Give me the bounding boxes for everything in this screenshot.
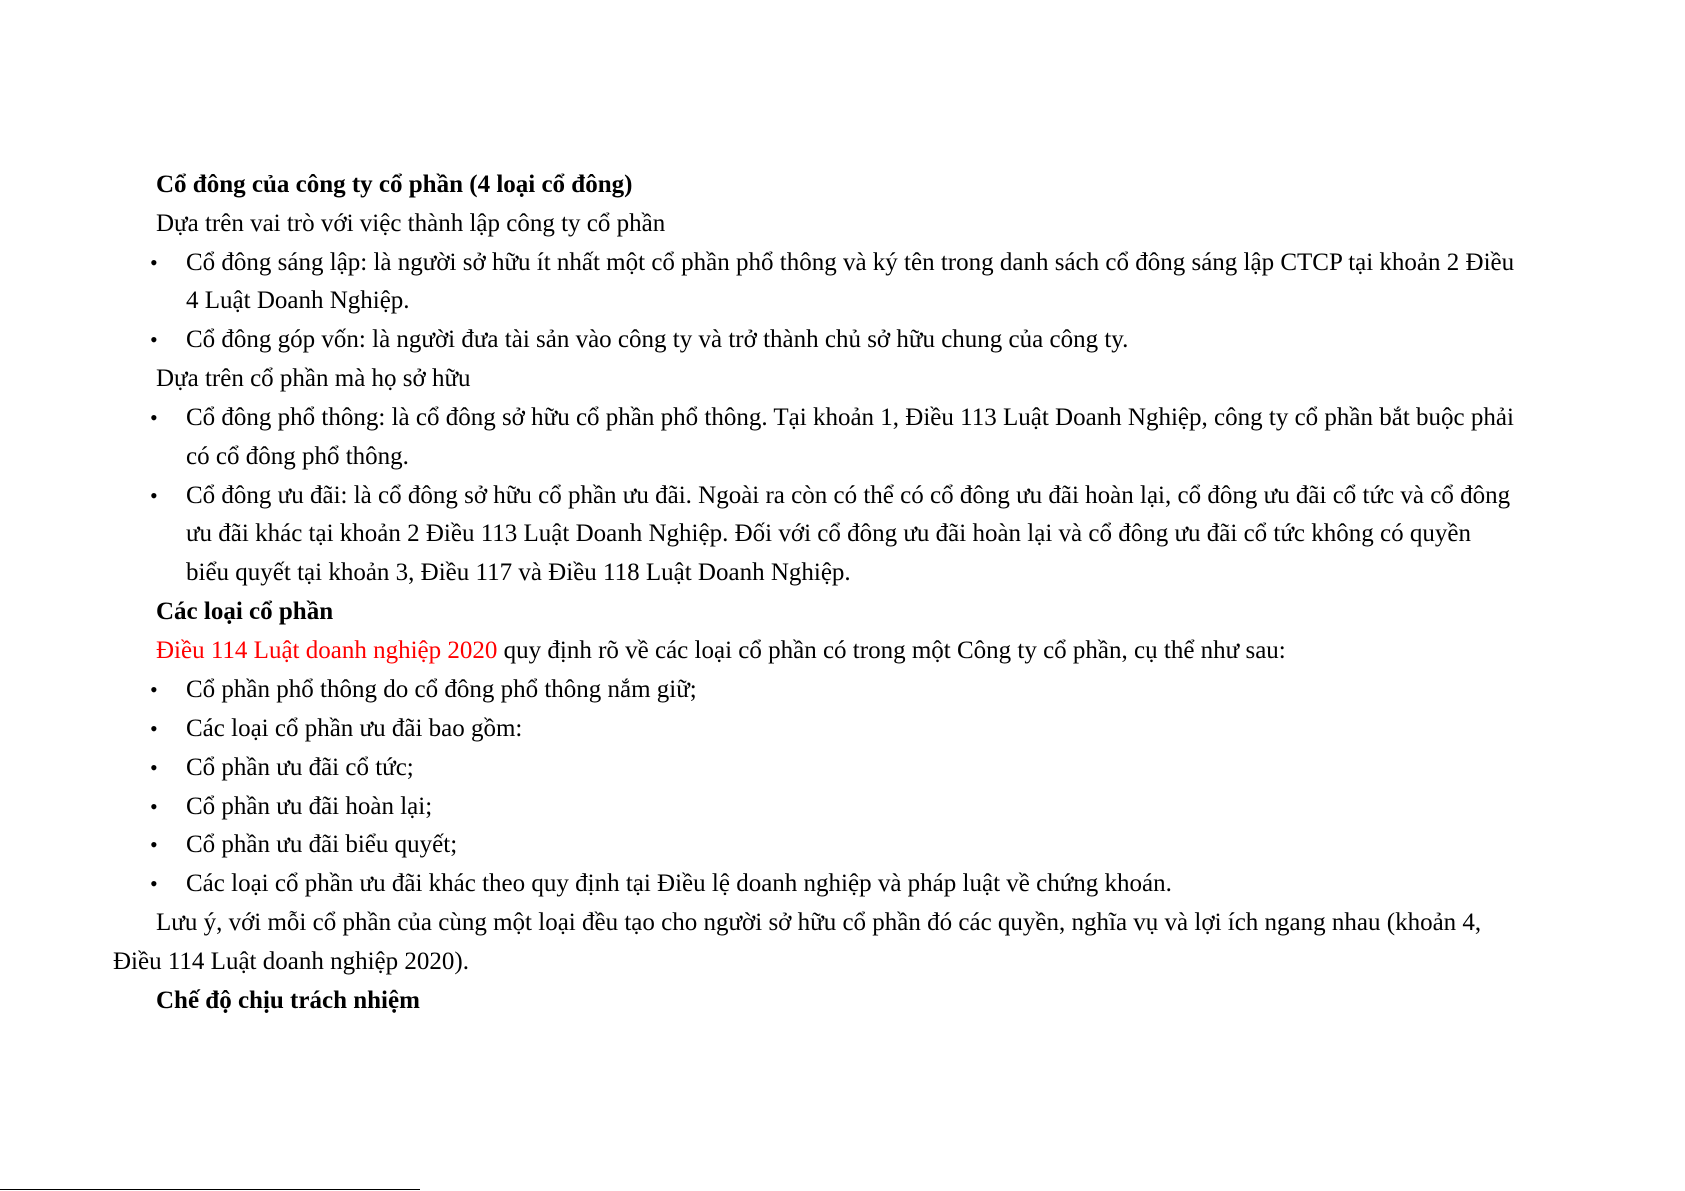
note-paragraph-cont: Điều 114 Luật doanh nghiệp 2020).: [113, 948, 469, 975]
subheading-by-shares-owned: Dựa trên cổ phần mà họ sở hữu: [156, 365, 471, 392]
bullet-icon: •: [150, 327, 158, 352]
list-item-preferred-shareholder-cont: ưu đãi khác tại khoản 2 Điều 113 Luật Doanh Nghiệp. Đối với cổ đông ưu đãi hoàn lại và cổ đông ưu đãi cổ tức không có quyền: [186, 520, 1471, 547]
share-types-intro-text: quy định rõ về các loại cổ phần có trong một Công ty cổ phần, cụ thể như sau:: [497, 637, 1286, 664]
list-item-share-type: Cổ phần ưu đãi hoàn lại;: [186, 793, 433, 820]
list-item-common-shareholder: Cổ đông phổ thông: là cổ đông sở hữu cổ phần phổ thông. Tại khoản 1, Điều 113 Luật Doanh Nghiệp, công ty cổ phần bắt buộc phải: [186, 404, 1514, 431]
bullet-icon: •: [150, 677, 158, 702]
list-item-preferred-shareholder-cont: biểu quyết tại khoản 3, Điều 117 và Điều 118 Luật Doanh Nghiệp.: [186, 559, 851, 586]
list-item-share-type: Các loại cổ phần ưu đãi khác theo quy định tại Điều lệ doanh nghiệp và pháp luật về chứng khoán.: [186, 870, 1172, 897]
bullet-icon: •: [150, 755, 158, 780]
share-types-intro: [156, 636, 1286, 666]
law-article-link[interactable]: Điều 114 Luật doanh nghiệp 2020: [156, 637, 498, 664]
list-item-share-type: Các loại cổ phần ưu đãi bao gồm:: [186, 715, 523, 742]
list-item-share-type: Cổ phần ưu đãi biểu quyết;: [186, 831, 458, 858]
section-heading-liability: Chế độ chịu trách nhiệm: [156, 987, 420, 1014]
section-heading-shareholders: Cổ đông của công ty cổ phần (4 loại cổ đông): [156, 171, 633, 198]
bullet-icon: •: [150, 483, 158, 508]
bullet-icon: •: [150, 716, 158, 741]
list-item-share-type: Cổ phần ưu đãi cổ tức;: [186, 754, 414, 781]
list-item-capital-shareholder: Cổ đông góp vốn: là người đưa tài sản vào công ty và trở thành chủ sở hữu chung của công ty.: [186, 326, 1129, 353]
note-paragraph: Lưu ý, với mỗi cổ phần của cùng một loại đều tạo cho người sở hữu cổ phần đó các quyền, nghĩa vụ và lợi ích ngang nhau (khoản 4,: [156, 909, 1482, 936]
footer-divider: [0, 1189, 420, 1190]
bullet-icon: •: [150, 871, 158, 896]
bullet-icon: •: [150, 405, 158, 430]
bullet-icon: •: [150, 250, 158, 275]
bullet-icon: •: [150, 832, 158, 857]
section-heading-share-types: Các loại cổ phần: [156, 598, 334, 625]
list-item-common-shareholder-cont: có cổ đông phổ thông.: [186, 443, 409, 470]
subheading-by-founding-role: Dựa trên vai trò với việc thành lập công ty cổ phần: [156, 210, 666, 237]
list-item-share-type: Cổ phần phổ thông do cổ đông phổ thông nắm giữ;: [186, 676, 697, 703]
bullet-icon: •: [150, 794, 158, 819]
list-item-founding-shareholder-cont: 4 Luật Doanh Nghiệp.: [186, 287, 410, 314]
list-item-preferred-shareholder: Cổ đông ưu đãi: là cổ đông sở hữu cổ phần ưu đãi. Ngoài ra còn có thể có cổ đông ưu đãi hoàn lại, cổ đông ưu đãi cổ tức và cổ đông: [186, 482, 1511, 509]
list-item-founding-shareholder: Cổ đông sáng lập: là người sở hữu ít nhất một cổ phần phổ thông và ký tên trong danh sách cổ đông sáng lập CTCP tại khoản 2 Điều: [186, 249, 1515, 276]
